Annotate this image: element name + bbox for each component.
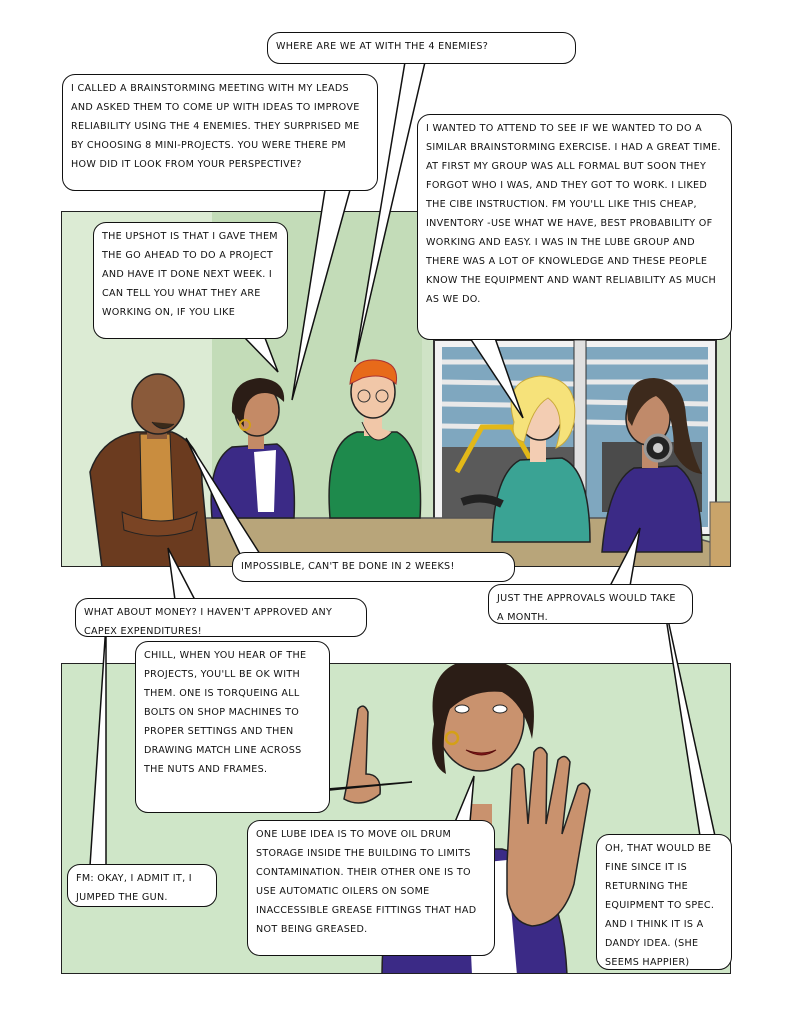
- speech-bubble-money: WHAT ABOUT MONEY? I HAVEN'T APPROVED ANY CAPEX EXPENDITURES!: [75, 598, 367, 637]
- tail-b1: [292, 190, 350, 400]
- tail-b9: [455, 776, 474, 822]
- tail-b4: [245, 338, 278, 372]
- speech-bubble-spec: OH, THAT WOULD BE FINE SINCE IT IS RETURNING THE EQUIPMENT TO SPEC. AND I THINK IT IS A DANDY IDEA. (SHE SEEMS HAPPIER): [596, 834, 732, 970]
- tail-b3: [470, 338, 523, 418]
- speech-bubble-plant-manager: I CALLED A BRAINSTORMING MEETING WITH MY LEADS AND ASKED THEM TO COME UP WITH IDEAS TO IMPROVE RELIABILITY USING THE 4 ENEMIES. THEY SURPRISED ME BY CHOOSING 8 MINI-PROJECTS. YOU WERE THERE PM HOW DID IT LOOK FROM YOUR PERSPECTIVE?: [62, 74, 378, 191]
- speech-bubble-approvals: JUST THE APPROVALS WOULD TAKE A MONTH.: [488, 584, 693, 624]
- speech-bubble-lube-idea: ONE LUBE IDEA IS TO MOVE OIL DRUM STORAGE INSIDE THE BUILDING TO LIMITS CONTAMINATION. THEIR OTHER ONE IS TO USE AUTOMATIC OILERS ON SOME INACCESSIBLE GREASE FITTINGS THAT HAD NOT BEING GREASED.: [247, 820, 495, 956]
- tail-b7: [610, 528, 640, 586]
- speech-bubble-impossible: IMPOSSIBLE, CAN'T BE DONE IN 2 WEEKS!: [232, 552, 515, 582]
- tail-b5: [186, 438, 260, 554]
- speech-bubble-question: WHERE ARE WE AT WITH THE 4 ENEMIES?: [267, 32, 576, 64]
- tail-b10: [90, 624, 106, 866]
- speech-bubble-fm-admit: FM: OKAY, I ADMIT IT, I JUMPED THE GUN.: [67, 864, 217, 907]
- speech-bubble-upshot: THE UPSHOT IS THAT I GAVE THEM THE GO AHEAD TO DO A PROJECT AND HAVE IT DONE NEXT WEEK. I CAN TELL YOU WHAT THEY ARE WORKING ON, IF YOU LIKE: [93, 222, 288, 339]
- speech-bubble-chill: CHILL, WHEN YOU HEAR OF THE PROJECTS, YOU'LL BE OK WITH THEM. ONE IS TORQUEING ALL BOLTS ON SHOP MACHINES TO PROPER SETTINGS AND THEN DRAWING MATCH LINE ACROSS THE NUTS AND FRAMES.: [135, 641, 330, 813]
- speech-bubble-blonde: I WANTED TO ATTEND TO SEE IF WE WANTED TO DO A SIMILAR BRAINSTORMING EXERCISE. I HAD A GREAT TIME. AT FIRST MY GROUP WAS ALL FORMAL BUT SOON THEY FORGOT WHO I WAS, AND THEY GOT TO WORK. I LIKED THE CIBE INSTRUCTION. FM YOU'LL LIKE THIS CHEAP, INVENTORY -USE WHAT WE HAVE, BEST PROBABILITY OF WORKING AND EASY. I WAS IN THE LUBE GROUP AND THERE WAS A LOT OF KNOWLEDGE AND THESE PEOPLE KNOW THE EQUIPMENT AND WANT RELIABILITY AS MUCH AS WE DO.: [417, 114, 732, 340]
- tail-b11: [662, 592, 715, 836]
- tail-b6: [168, 548, 195, 600]
